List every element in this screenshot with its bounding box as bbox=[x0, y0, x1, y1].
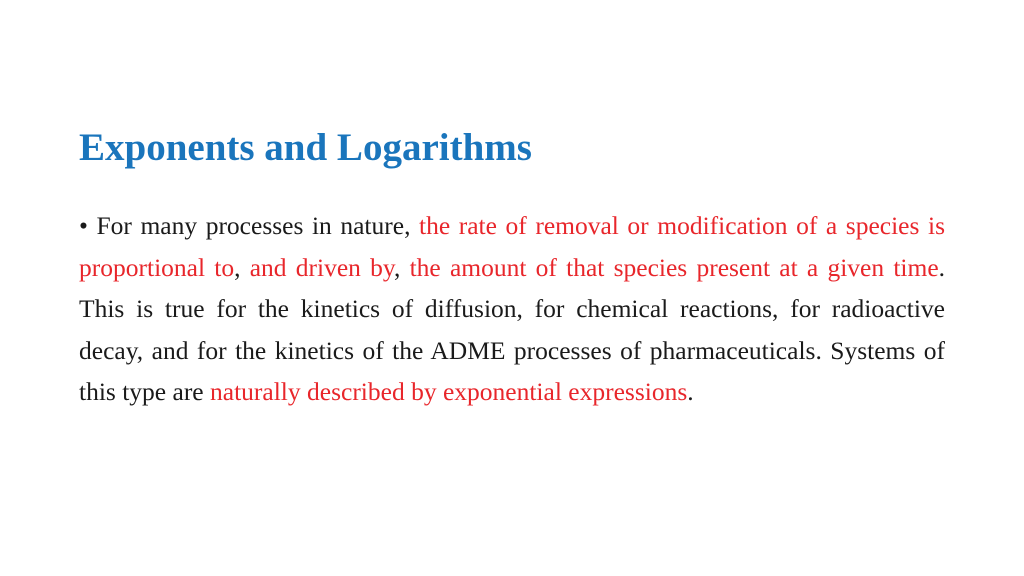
bullet-text-intro: • For many processes in nature, bbox=[79, 211, 420, 240]
slide-title: Exponents and Logarithms bbox=[79, 126, 532, 169]
bullet-paragraph bbox=[79, 205, 945, 413]
comma-separator: , bbox=[234, 252, 250, 282]
highlight-amount-of-species: the amount of that species present at a given time bbox=[409, 252, 939, 282]
comma-separator: , bbox=[393, 252, 410, 282]
bullet-text-kinetics: . This is true for the kinetics of diffusion, for chemical reactions, for radioactive decay, and for the kinetics of the ADME processes of pharmaceuticals. Systems of this type are bbox=[79, 252, 946, 406]
highlight-exponential-expressions: naturally described by exponential expressions bbox=[210, 377, 688, 406]
highlight-rate-of-removal: the rate of removal or modification of a species is proportional to bbox=[79, 211, 945, 282]
bullet-text-end: . bbox=[687, 377, 694, 406]
highlight-driven-by: and driven by bbox=[249, 252, 394, 282]
